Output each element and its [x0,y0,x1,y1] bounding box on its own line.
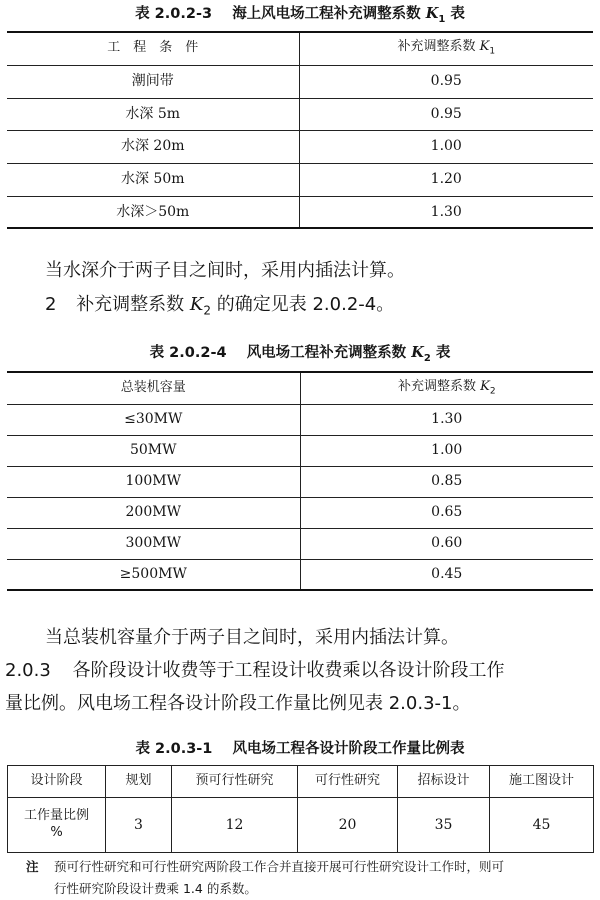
table-row [7,196,593,228]
table-cell: 1.30 [299,196,593,228]
table-row [7,98,593,130]
table-caption [0,341,600,364]
caption-subscript: 2 [423,352,431,364]
table-cell: ≥500MW [7,559,300,590]
table-cell: 1.00 [300,435,593,466]
table-cell: 0.95 [299,98,593,130]
paragraph [5,656,505,682]
table-cell: 1.20 [299,163,593,196]
column-header: 总装机容量 [120,379,186,395]
caption-number: 表 2.0.2-4 [149,345,227,361]
column-header: 施工图设计 [490,766,594,798]
caption-title: 海上风电场工程补充调整系数 [232,6,421,22]
table-row [7,163,593,196]
table-header-row [7,372,593,404]
table-header-row [8,766,594,798]
row-label [8,798,106,853]
table-cell: 潮间带 [7,65,299,98]
table-cell: 50MW [7,435,300,466]
column-header-symbol: K [479,39,490,55]
column-header-subscript: 2 [489,386,496,397]
caption-symbol: K [411,344,424,361]
column-header: 可行性研究 [298,766,398,798]
table-row [7,130,593,163]
table-row [7,65,593,98]
column-header: 预可行性研究 [172,766,298,798]
table-caption [0,2,600,25]
table-cell: 1.30 [300,404,593,435]
column-header [300,372,593,404]
coefficient-k2-table [7,371,593,591]
column-header-text: 补充调整系数 [397,378,476,394]
column-header: 规划 [106,766,172,798]
paragraph-text: 补充调整系数 [76,294,185,315]
table-row [7,528,593,559]
column-header-subscript: 1 [489,46,496,57]
table-row [7,497,593,528]
table-caption [0,737,600,758]
table-cell: 100MW [7,466,300,497]
table-cell: 1.00 [299,130,593,163]
caption-suffix: 表 [450,6,465,22]
table-cell: 3 [106,798,172,853]
table-row [8,798,594,853]
table-cell: 水深 50m [7,163,299,196]
caption-subscript: 1 [438,13,446,25]
symbol-subscript: 2 [203,303,212,318]
paragraph-text: 各阶段设计收费等于工程设计收费乘以各设计阶段工作 [72,660,505,681]
coefficient-k1-table [7,31,593,229]
caption-number: 表 2.0.2-3 [135,6,213,22]
table-cell: 0.60 [300,528,593,559]
column-header: 设计阶段 [8,766,106,798]
clause-number: 2.0.3 [5,660,51,681]
table-cell: 200MW [7,497,300,528]
caption-title: 风电场工程各设计阶段工作量比例表 [232,741,465,757]
paragraph: 当水深介于两子目之间时，采用内插法计算。 [45,260,405,281]
table-cell: 20 [298,798,398,853]
paragraph: 量比例。风电场工程各设计阶段工作量比例见表 2.0.3-1。 [5,693,471,714]
table-cell: 300MW [7,528,300,559]
table-cell: 水深 5m [7,98,299,130]
note-label: 注 [26,859,39,874]
paragraph [45,290,394,318]
column-header-text: 补充调整系数 [397,39,476,55]
row-label-line: % [50,825,63,840]
note-text: 行性研究阶段设计费乘 1.4 的系数。 [54,881,257,896]
table-cell: 0.95 [299,65,593,98]
caption-title: 风电场工程补充调整系数 [246,345,407,361]
symbol: K [189,294,204,315]
table-cell: 水深 20m [7,130,299,163]
caption-symbol: K [425,5,439,22]
table-cell: 45 [490,798,594,853]
table-row [7,466,593,497]
design-stage-ratio-table [7,765,594,853]
table-cell: 0.45 [300,559,593,590]
table-note [26,856,594,900]
table-row [7,559,593,590]
table-cell: ≤30MW [7,404,300,435]
table-cell: 0.65 [300,497,593,528]
table-cell: 水深＞50m [7,196,299,228]
caption-number: 表 2.0.3-1 [135,741,213,757]
paragraph-text: 的确定见表 2.0.2-4。 [216,294,395,315]
column-header [299,32,593,65]
note-text: 预可行性研究和可行性研究两阶段工作合并直接开展可行性研究设计工作时，则可 [54,859,505,874]
paragraph: 当总装机容量介于两子目之间时，采用内插法计算。 [45,627,459,648]
caption-suffix: 表 [435,345,451,361]
column-header-symbol: K [480,378,490,394]
table-cell: 0.85 [300,466,593,497]
table-header-row [7,32,593,65]
table-cell: 35 [398,798,490,853]
column-header: 工 程 条 件 [107,40,199,56]
item-number: 2 [45,294,57,315]
table-row [7,404,593,435]
table-cell: 12 [172,798,298,853]
table-row [7,435,593,466]
column-header: 招标设计 [398,766,490,798]
row-label-line: 工作量比例 [23,808,89,824]
